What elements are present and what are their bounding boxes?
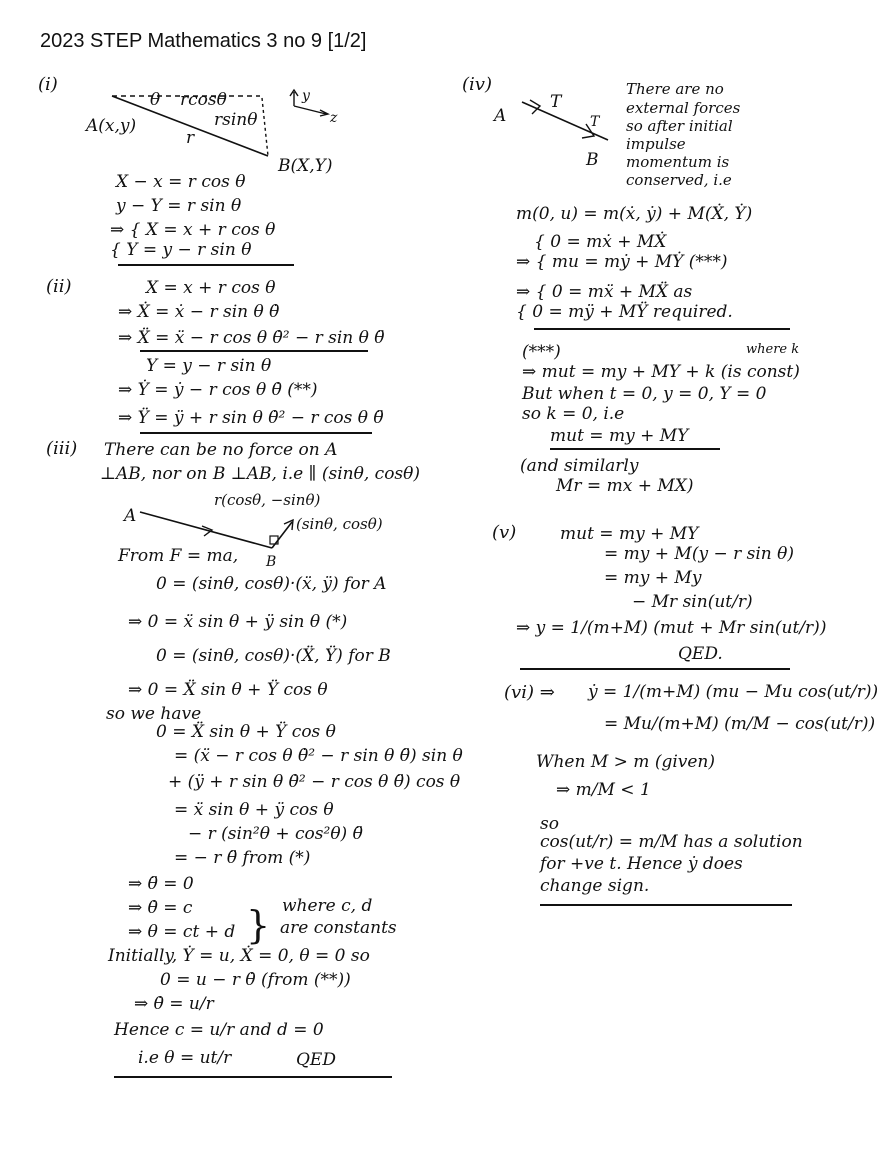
- part-iii-line-3: ⇒ 0 = ẍ sin θ + ÿ sin θ (*): [128, 612, 348, 632]
- part-iv-note-4: impulse: [626, 135, 686, 153]
- part-ii-line-2: ⇒ Ẋ = ẋ − r sin θ θ̇: [118, 302, 280, 322]
- part-vi-label: (vi) ⇒: [504, 682, 555, 703]
- part-i-line-4: { Y = y − r sin θ: [110, 240, 252, 260]
- part-vi-line-1: ẏ = 1/(m+M) (mu − Mu cos(ut/r)): [588, 682, 878, 702]
- part-ii-line-5: ⇒ Ẏ = ẏ − r cos θ θ̇ (**): [118, 380, 318, 400]
- part-iii-line-22: i.e θ = ut/r: [138, 1048, 232, 1068]
- part-iii-line-1: From F = ma,: [118, 546, 239, 566]
- part-iii-line-7: 0 = Ẍ sin θ + Ÿ cos θ: [156, 722, 336, 742]
- part-iii-line-6: so we have: [106, 704, 202, 724]
- part-iv-underline-1: [534, 328, 790, 330]
- part-iv-note-5: momentum is: [626, 153, 730, 171]
- part-iv-note-6: conserved, i.e: [626, 171, 732, 189]
- part-iii-line-14: ⇒ θ̇ = c: [128, 898, 193, 918]
- part-ii-label: (ii): [46, 276, 72, 297]
- part-iv-line2-8: Mr = mx + MX): [556, 476, 694, 496]
- part-iii-line-19: 0 = u − r θ̇ (from (**)): [160, 970, 351, 990]
- diagram-b-label-2: B: [266, 554, 277, 570]
- part-v-underline: [520, 668, 790, 670]
- page-title: 2023 STEP Mathematics 3 no 9 [1/2]: [40, 30, 367, 52]
- part-iv-line2-3: ⇒ mut = my + MY + k (is const): [522, 362, 800, 382]
- part-v-label: (v): [492, 522, 517, 543]
- diagram-a-label-2: A: [124, 506, 137, 526]
- part-v-line-4: − Mr sin(ut/r): [632, 592, 753, 612]
- axis-x-label: z: [330, 110, 338, 126]
- part-iii-line-11: − r (sin²θ + cos²θ) θ̈: [188, 824, 363, 844]
- part-iii-line-2: 0 = (sinθ, cosθ)·(ẍ, ÿ) for A: [156, 574, 387, 594]
- part-v-line-1: mut = my + MY: [560, 524, 699, 544]
- diagram-vec-perp: (sinθ, cosθ): [296, 515, 383, 533]
- vertical-dotted-line: [262, 98, 268, 156]
- part-vi-line-4: ⇒ m/M < 1: [556, 780, 651, 800]
- part-i-underline: [118, 264, 294, 266]
- part-vi-underline: [540, 904, 792, 906]
- part-iv-line2-6: mut = my + MY: [550, 426, 689, 446]
- part-ii-line-6: ⇒ Ÿ = ÿ + r sin θ θ̇² − r cos θ θ̈: [118, 408, 384, 428]
- part-iv-line2-4: But when t = 0, y = 0, Y = 0: [522, 384, 767, 404]
- part-v-line-3: = my + My: [604, 568, 702, 588]
- part-iv-line2-2: where k: [746, 342, 800, 357]
- part-iii-line-10: = ẍ sin θ + ÿ cos θ: [174, 800, 334, 820]
- part-iv-line-4: ⇒ { 0 = mẍ + MẌ as: [516, 282, 693, 302]
- part-vi-line-3: When M > m (given): [536, 752, 716, 772]
- part-ii-line-4: Y = y − r sin θ: [146, 356, 272, 376]
- part-v-qed: QED.: [678, 644, 723, 664]
- diagram-a-label-3: A: [494, 106, 507, 126]
- axis-y-label: y: [302, 88, 310, 104]
- diagram-rcos: rcosθ: [180, 90, 227, 110]
- part-iii-line-20: ⇒ θ̇ = u/r: [134, 994, 214, 1014]
- part-iii-line-12: = − r θ̈ from (*): [174, 848, 311, 868]
- part-iv-note-3: so after initial: [626, 117, 733, 135]
- part-iii-line-16: where c, d: [282, 896, 373, 916]
- rod-ab-line-2: [140, 512, 272, 548]
- part-iii-line-17: are constants: [280, 918, 397, 938]
- part-iv-line2-5: so k = 0, i.e: [522, 404, 625, 424]
- part-iii-line-18: Initially, Ẏ = u, Ẋ = 0, θ = 0 so: [108, 946, 370, 966]
- part-vi-line-5: so: [540, 814, 559, 834]
- diagram-t1-label: T: [550, 92, 562, 112]
- part-ii-line-3: ⇒ Ẍ = ẍ − r cos θ θ̇² − r sin θ θ̈: [118, 328, 385, 348]
- part-iii-line-5: ⇒ 0 = Ẍ sin θ + Ÿ cos θ: [128, 680, 328, 700]
- part-ii-line-1: X = x + r cos θ: [146, 278, 276, 298]
- part-iii-underline: [114, 1076, 392, 1078]
- part-vi-line-6: cos(ut/r) = m/M has a solution: [540, 832, 803, 852]
- part-ii-underline-1: [140, 350, 368, 352]
- part-vi-line-8: change sign.: [540, 876, 650, 896]
- part-vi-line-7: for +ve t. Hence ẏ does: [540, 854, 743, 874]
- diagram-r: r: [186, 128, 195, 148]
- point-a-label: A(x,y): [86, 116, 137, 136]
- diagram-vec-r: r(cosθ, −sinθ): [214, 491, 321, 509]
- part-iv-line-3: ⇒ { mu = mẏ + MẎ (***): [516, 252, 728, 272]
- part-iii-intro-2: ⊥AB, nor on B ⊥AB, i.e ∥ (sinθ, cosθ): [100, 464, 421, 484]
- part-iii-line-8: = (ẍ − r cos θ θ̇² − r sin θ θ̈) sin θ: [174, 746, 463, 766]
- diagram-theta: θ: [150, 90, 161, 110]
- diagram-rsin: rsinθ: [214, 110, 258, 130]
- part-iv-note-1: There are no: [626, 80, 724, 98]
- part-iv-underline-2: [550, 448, 720, 450]
- part-iv-line-1: m(0, u) = m(ẋ, ẏ) + M(Ẋ, Ẏ): [516, 204, 753, 224]
- part-iv-line-2: { 0 = mẋ + MẊ: [534, 232, 667, 252]
- part-vi-line-2: = Mu/(m+M) (m/M − cos(ut/r)): [604, 714, 876, 734]
- part-i-line-1: X − x = r cos θ: [116, 172, 246, 192]
- part-iii-line-13: ⇒ θ̈ = 0: [128, 874, 194, 894]
- part-iii-line-21: Hence c = u/r and d = 0: [114, 1020, 324, 1040]
- part-v-line-5: ⇒ y = 1/(m+M) (mut + Mr sin(ut/r)): [516, 618, 827, 638]
- part-i-line-2: y − Y = r sin θ: [116, 196, 242, 216]
- part-v-line-2: = my + M(y − r sin θ): [604, 544, 795, 564]
- part-ii-underline-2: [140, 432, 372, 434]
- part-iv-label: (iv): [462, 74, 492, 95]
- part-iv-line-5: { 0 = mÿ + MŸ required.: [516, 302, 733, 322]
- part-iii-qed: QED: [296, 1050, 336, 1070]
- part-iv-line2-7: (and similarly: [520, 456, 639, 476]
- part-iii-label: (iii): [46, 438, 78, 459]
- point-b-label: B(X,Y): [278, 156, 333, 176]
- perp-arrow-icon: [284, 520, 293, 530]
- part-iii-intro-1: There can be no force on A: [104, 440, 338, 460]
- part-i-line-3: ⇒ { X = x + r cos θ: [110, 220, 276, 240]
- part-iii-line-9: + (ÿ + r sin θ θ̇² − r cos θ θ̈) cos θ: [168, 772, 461, 792]
- diagram-t2-label: T: [590, 114, 600, 130]
- part-iv-line2-1: (***): [522, 342, 561, 362]
- part-iv-note-2: external forces: [626, 99, 741, 117]
- part-iii-line-4: 0 = (sinθ, cosθ)·(Ẍ, Ÿ) for B: [156, 646, 391, 666]
- brace-icon: }: [246, 903, 271, 947]
- part-iii-line-15: ⇒ θ = ct + d: [128, 922, 236, 942]
- diagram-b-label-3: B: [586, 150, 599, 170]
- part-i-label: (i): [38, 74, 58, 95]
